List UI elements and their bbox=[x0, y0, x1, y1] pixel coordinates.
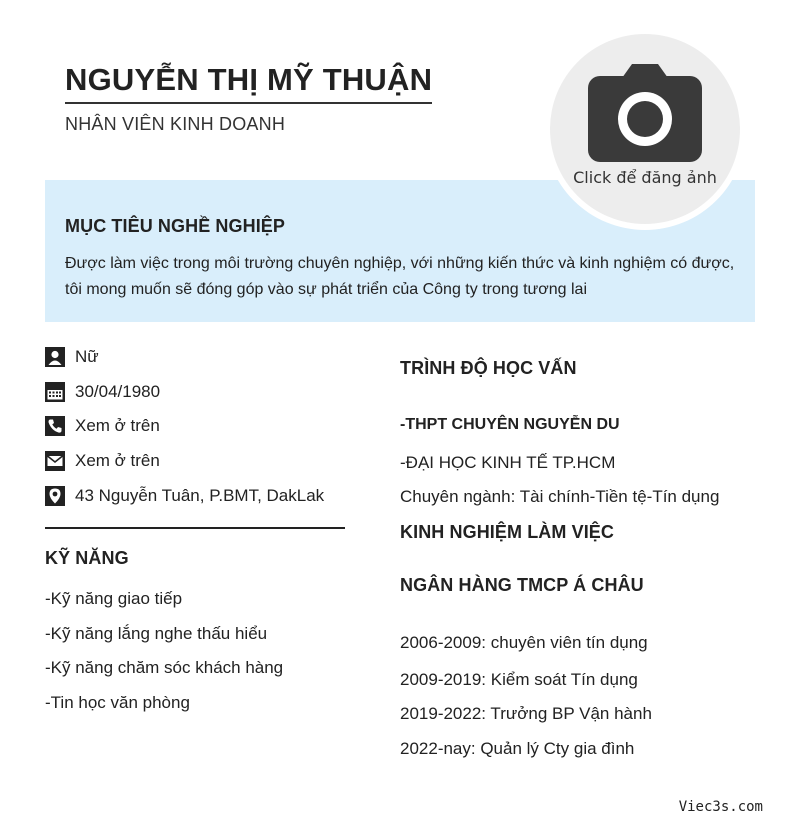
education-title: TRÌNH ĐỘ HỌC VẤN bbox=[400, 358, 577, 378]
major-text: Chuyên ngành: Tài chính-Tiền tệ-Tín dụng bbox=[400, 487, 720, 506]
experience-item: 2009-2019: Kiểm soát Tín dụng bbox=[400, 670, 638, 689]
skill-item: -Tin học văn phòng bbox=[45, 693, 190, 713]
address-value: 43 Nguyễn Tuân, P.BMT, DakLak bbox=[75, 485, 325, 505]
full-name: NGUYỄN THỊ MỸ THUẬN bbox=[65, 62, 432, 104]
location-pin-icon bbox=[45, 486, 65, 506]
skills-title: KỸ NĂNG bbox=[45, 548, 129, 568]
email-value: Xem ở trên bbox=[75, 451, 160, 471]
upload-photo-label: Click để đăng ảnh bbox=[573, 168, 717, 187]
phone-row bbox=[45, 416, 324, 436]
envelope-icon bbox=[45, 451, 65, 471]
section-divider bbox=[45, 527, 345, 529]
birthday-row bbox=[45, 382, 324, 402]
school-item: -THPT CHUYÊN NGUYỄN DU bbox=[400, 416, 620, 433]
email-row bbox=[45, 451, 324, 471]
objective-title: MỤC TIÊU NGHỀ NGHIỆP bbox=[65, 216, 286, 236]
person-icon bbox=[45, 347, 65, 367]
phone-icon bbox=[45, 416, 65, 436]
experience-title: KINH NGHIỆM LÀM VIỆC bbox=[400, 522, 615, 542]
calendar-icon bbox=[45, 382, 65, 402]
skill-item: -Kỹ năng lắng nghe thấu hiểu bbox=[45, 623, 268, 643]
contact-info bbox=[45, 347, 324, 520]
experience-item: 2006-2009: chuyên viên tín dụng bbox=[400, 633, 648, 652]
job-title: NHÂN VIÊN KINH DOANH bbox=[65, 114, 286, 134]
gender-row bbox=[45, 347, 324, 367]
objective-text: Được làm việc trong môi trường chuyên nghiệp, với những kiến thức và kinh nghiệm có được, tôi mong muốn sẽ đóng góp vào sự phát triển của Công ty trong tương lai bbox=[65, 255, 735, 298]
camera-icon bbox=[588, 62, 702, 162]
experience-item: 2022-nay: Quản lý Cty gia đình bbox=[400, 739, 635, 758]
skill-item: -Kỹ năng chăm sóc khách hàng bbox=[45, 658, 284, 678]
watermark: Viec3s.com bbox=[678, 799, 763, 815]
skills-section bbox=[45, 548, 283, 728]
school-item: -ĐẠI HỌC KINH TẾ TP.HCM bbox=[400, 453, 616, 472]
skill-item: -Kỹ năng giao tiếp bbox=[45, 589, 183, 608]
address-row bbox=[45, 486, 324, 506]
upload-photo-button[interactable] bbox=[550, 34, 740, 224]
gender-value: Nữ bbox=[75, 347, 99, 366]
birthday-value: 30/04/1980 bbox=[75, 381, 161, 401]
experience-item: 2019-2022: Trưởng BP Vận hành bbox=[400, 704, 652, 723]
company-name: NGÂN HÀNG TMCP Á CHÂU bbox=[400, 575, 644, 595]
cv-header bbox=[65, 62, 432, 135]
phone-value: Xem ở trên bbox=[75, 416, 160, 436]
